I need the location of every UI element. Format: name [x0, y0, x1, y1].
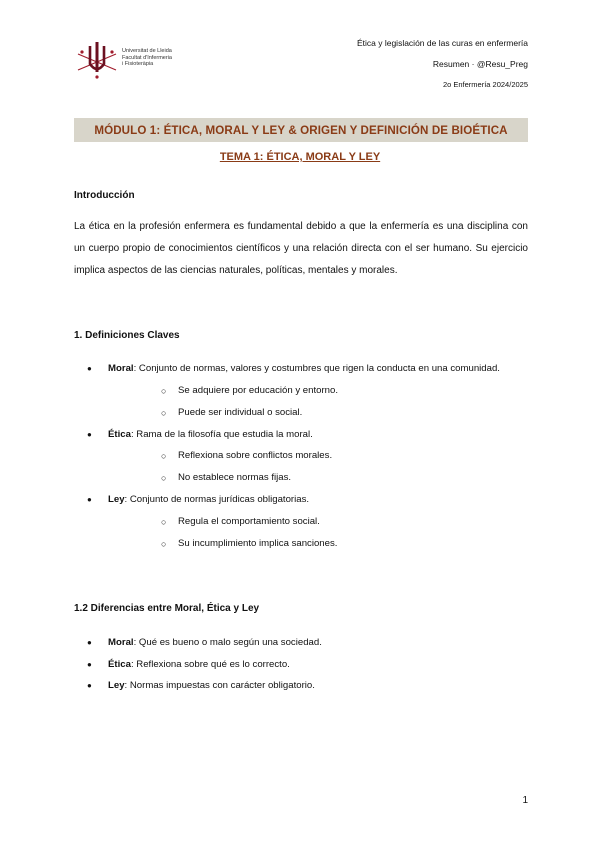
definition-subitem: ○ Se adquiere por educación y entorno. [108, 380, 528, 402]
differences-heading: 1.2 Diferencias entre Moral, Ética y Ley [74, 603, 260, 614]
definition-subitem: ○ No establece normas fijas. [108, 467, 528, 489]
difference-item [74, 675, 528, 697]
header-subject: Ética y legislación de las curas en enfermería [356, 38, 528, 48]
page-number: 1 [522, 795, 528, 806]
difference-item [74, 654, 528, 676]
definition-item [74, 424, 528, 490]
difference-text: : Reflexiona sobre qué es lo correcto. [130, 658, 290, 670]
definition-sublist [108, 380, 528, 424]
definition-subitem: ○ Regula el comportamiento social. [108, 511, 528, 533]
definitions-heading: 1. Definiciones Claves [74, 330, 180, 341]
definition-text: : Conjunto de normas jurídicas obligatorias. [124, 494, 310, 505]
tema-title: TEMA 1: ÉTICA, MORAL Y LEY [219, 151, 381, 163]
logo-line-2: Facultat d'Infermeria [122, 54, 172, 61]
header-summary: Resumen · @Resu_Preg [432, 59, 528, 69]
definition-sublist [108, 511, 528, 555]
definition-subitem: ○ Puede ser individual o social. [108, 402, 528, 424]
differences-list [74, 632, 528, 697]
definitions-list [74, 358, 528, 555]
definition-subitem: ○ Reflexiona sobre conflictos morales. [108, 445, 528, 467]
university-crest-icon [74, 40, 120, 80]
definition-subitem: ○ Su incumplimiento implica sanciones. [108, 533, 528, 555]
intro-paragraph: La ética en la profesión enfermera es fundamental debido a que la enfermería es una disciplina con un cuerpo propio de conocimientos científicos y una relación directa con el ser humano. Su ejercicio implica aspectos de las ciencias naturales, políticas, mentales y morales. [74, 221, 528, 276]
module-title: MÓDULO 1: ÉTICA, MORAL Y LEY & ORIGEN Y DEFINICIÓN DE BIOÉTICA [94, 123, 508, 137]
difference-term: Ética [108, 658, 131, 670]
definition-item [74, 489, 528, 555]
logo-line-3: i Fisioteràpia [122, 61, 154, 67]
definition-term: Ley [108, 494, 125, 505]
definition-term: Moral [108, 363, 134, 374]
definition-text: : Rama de la filosofía que estudia la moral. [130, 428, 313, 440]
difference-text: : Qué es bueno o malo según una sociedad. [133, 637, 322, 648]
header-course: 2o Enfermería 2024/2025 [442, 80, 528, 89]
difference-term: Moral [108, 637, 134, 648]
definition-text: : Conjunto de normas, valores y costumbres que rigen la conducta en una comunidad. [133, 363, 500, 374]
definition-term: Ética [108, 428, 131, 440]
difference-item [74, 632, 528, 654]
difference-term: Ley [108, 680, 125, 691]
intro-heading: Introducción [74, 190, 135, 201]
logo-line-1: Universitat de Lleida [122, 48, 172, 54]
logo-text [122, 48, 172, 68]
definition-sublist [108, 445, 528, 489]
module-banner [74, 118, 528, 142]
university-logo [74, 40, 204, 80]
difference-text: : Normas impuestas con carácter obligatorio. [124, 680, 315, 691]
definition-item [74, 358, 528, 424]
